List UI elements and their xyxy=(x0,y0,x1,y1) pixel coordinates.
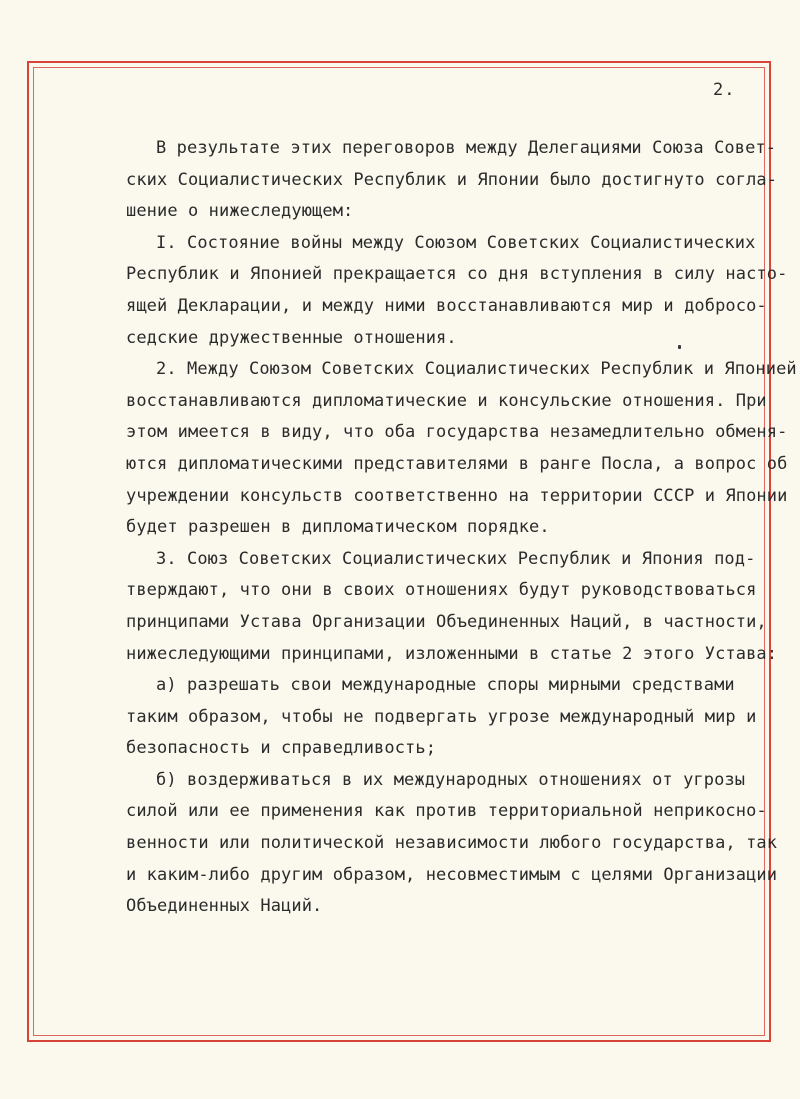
text-line: 2. Между Союзом Советских Социалистических Республик и Японией xyxy=(156,359,797,380)
text-line: седские дружественные отношения. xyxy=(126,327,457,348)
text-line: безопасность и справедливость; xyxy=(126,738,437,759)
text-line: Объединенных Наций. xyxy=(126,896,323,917)
text-line: а) разрешать свои международные споры мирными средствами xyxy=(156,675,735,696)
text-line: этом имеется в виду, что оба государства незамедлительно обменя- xyxy=(126,422,788,443)
text-line: учреждении консульств соответственно на территории СССР и Японии xyxy=(126,485,788,506)
text-line: 3. Союз Советских Социалистических Республик и Япония под- xyxy=(156,548,756,569)
text-line: тверждают, что они в своих отношениях будут руководствоваться xyxy=(126,580,757,601)
text-line: I. Состояние войны между Союзом Советских Социалистических xyxy=(156,232,756,253)
text-line: б) воздерживаться в их международных отношениях от угрозы xyxy=(156,769,746,790)
text-line: силой или ее применения как против территориальной неприкосно- xyxy=(126,801,767,822)
text-line: принципами Устава Организации Объединенных Наций, в частности, xyxy=(126,611,767,632)
text-line: нижеследующими принципами, изложенными в статье 2 этого Устава: xyxy=(126,643,778,664)
document-body xyxy=(126,133,797,923)
text-line: ются дипломатическими представителями в ранге Посла, а вопрос об xyxy=(126,453,788,474)
text-line: шение о нижеследующем: xyxy=(126,201,354,222)
text-line: Республик и Японией прекращается со дня вступления в силу насто- xyxy=(126,264,788,285)
text-line: и каким-либо другим образом, несовместимым с целями Организации xyxy=(126,864,778,885)
text-line: восстанавливаются дипломатические и консульские отношения. При xyxy=(126,390,767,411)
text-line: будет разрешен в дипломатическом порядке. xyxy=(126,517,550,538)
text-line: ящей Декларации, и между ними восстанавливаются мир и добросо- xyxy=(126,295,767,316)
text-line: таким образом, чтобы не подвергать угрозе международный мир и xyxy=(126,706,757,727)
text-line: В результате этих переговоров между Делегациями Союза Совет- xyxy=(156,138,777,158)
text-line: ских Социалистических Республик и Японии было достигнуто согла- xyxy=(126,169,778,190)
page-number: 2. xyxy=(713,80,736,100)
text-line: венности или политической независимости любого государства, так xyxy=(126,833,778,854)
